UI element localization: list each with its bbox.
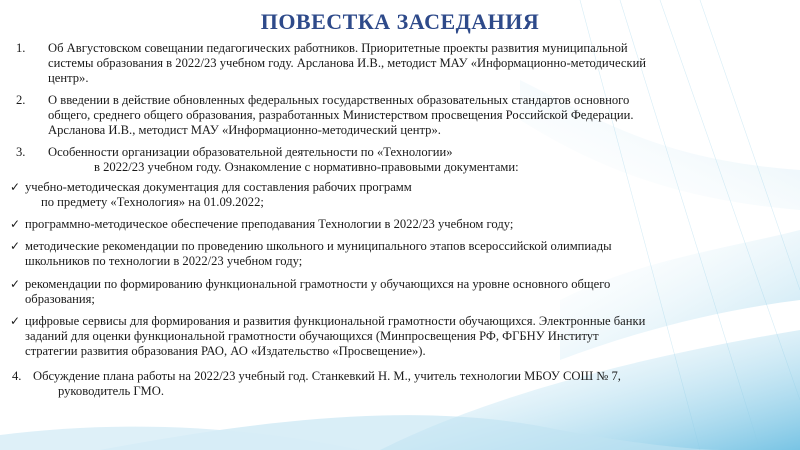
text-line: цифровые сервисы для формирования и развития функциональной грамотности обучающихся. Электронные банки: [25, 314, 646, 329]
item-text: [10, 180, 785, 210]
checklist-item: [10, 217, 785, 232]
text-line: Обсуждение плана работы на 2022/23 учебный год. Станкевкий Н. М., учитель технологии МБОУ СОШ № 7,: [33, 368, 621, 383]
text-line: программно-методическое обеспечение преподавания Технологии в 2022/23 учебном году;: [25, 217, 514, 232]
text-line: рекомендации по формированию функциональной грамотности у обучающихся на уровне основного общего: [25, 276, 611, 291]
item-text: [10, 314, 785, 360]
item-text: [10, 217, 785, 232]
checkmark-icon: ✓: [10, 217, 21, 232]
text-line: О введении в действие обновленных федеральных государственных образовательных стандартов основного: [48, 92, 630, 107]
item-text: [10, 41, 785, 87]
text-line: по предмету «Технология» на 01.09.2022;: [41, 194, 264, 209]
item-number: 4.: [12, 368, 22, 383]
item-number: 1.: [16, 41, 26, 55]
text-line: школьников по технологии в 2022/23 учебном году;: [25, 254, 303, 269]
checklist-item: [10, 277, 785, 307]
text-line: в 2022/23 учебном году. Ознакомление с нормативно-правовыми документами:: [94, 160, 519, 175]
agenda-item: [10, 41, 785, 87]
item-number: 2.: [16, 92, 26, 107]
agenda-list: [10, 41, 785, 399]
checklist-item: [10, 180, 785, 210]
item-text: [10, 145, 785, 175]
checkmark-icon: ✓: [10, 179, 21, 194]
agenda-item: [10, 93, 785, 139]
slide-title: ПОВЕСТКА ЗАСЕДАНИЯ: [260, 9, 540, 34]
text-line: методические рекомендации по проведению школьного и муниципального этапов всероссийской олимпиады: [25, 239, 612, 254]
text-line: Об Августовском совещании педагогических работников. Приоритетные проекты развития муниципальной: [48, 41, 628, 55]
item-text: [10, 369, 785, 399]
text-line: Арсланова И.В., методист МАУ «Информационно-методический центр».: [48, 123, 441, 138]
text-line: системы образования в 2022/23 учебном году. Арсланова И.В., методист МАУ «Информационно-методический: [48, 56, 647, 71]
checkmark-icon: ✓: [10, 314, 21, 329]
agenda-item: [10, 145, 785, 175]
text-line: заданий для оценки функциональной грамотности обучающихся (Минпросвещения РФ, ФГБНУ Институт: [25, 329, 599, 344]
text-line: руководитель ГМО.: [58, 383, 164, 398]
text-line: Особенности организации образовательной деятельности по «Технологии»: [48, 145, 453, 160]
text-line: образования;: [25, 291, 95, 306]
checkmark-icon: ✓: [10, 239, 21, 254]
item-text: [10, 239, 785, 269]
text-line: учебно-методическая документация для составления рабочих программ: [25, 179, 412, 194]
item-text: [10, 93, 785, 139]
text-line: общего, среднего общего образования, разработанных Министерством просвещения Российской Федерации.: [48, 107, 634, 122]
text-line: центр».: [48, 71, 89, 86]
checklist-item: [10, 239, 785, 269]
agenda-item: [10, 369, 785, 399]
checklist-item: [10, 314, 785, 360]
checkmark-icon: ✓: [10, 276, 21, 291]
item-text: [10, 277, 785, 307]
text-line: стратегии развития образования РАО, АО «Издательство «Просвещение»).: [25, 344, 426, 359]
item-number: 3.: [16, 145, 26, 160]
